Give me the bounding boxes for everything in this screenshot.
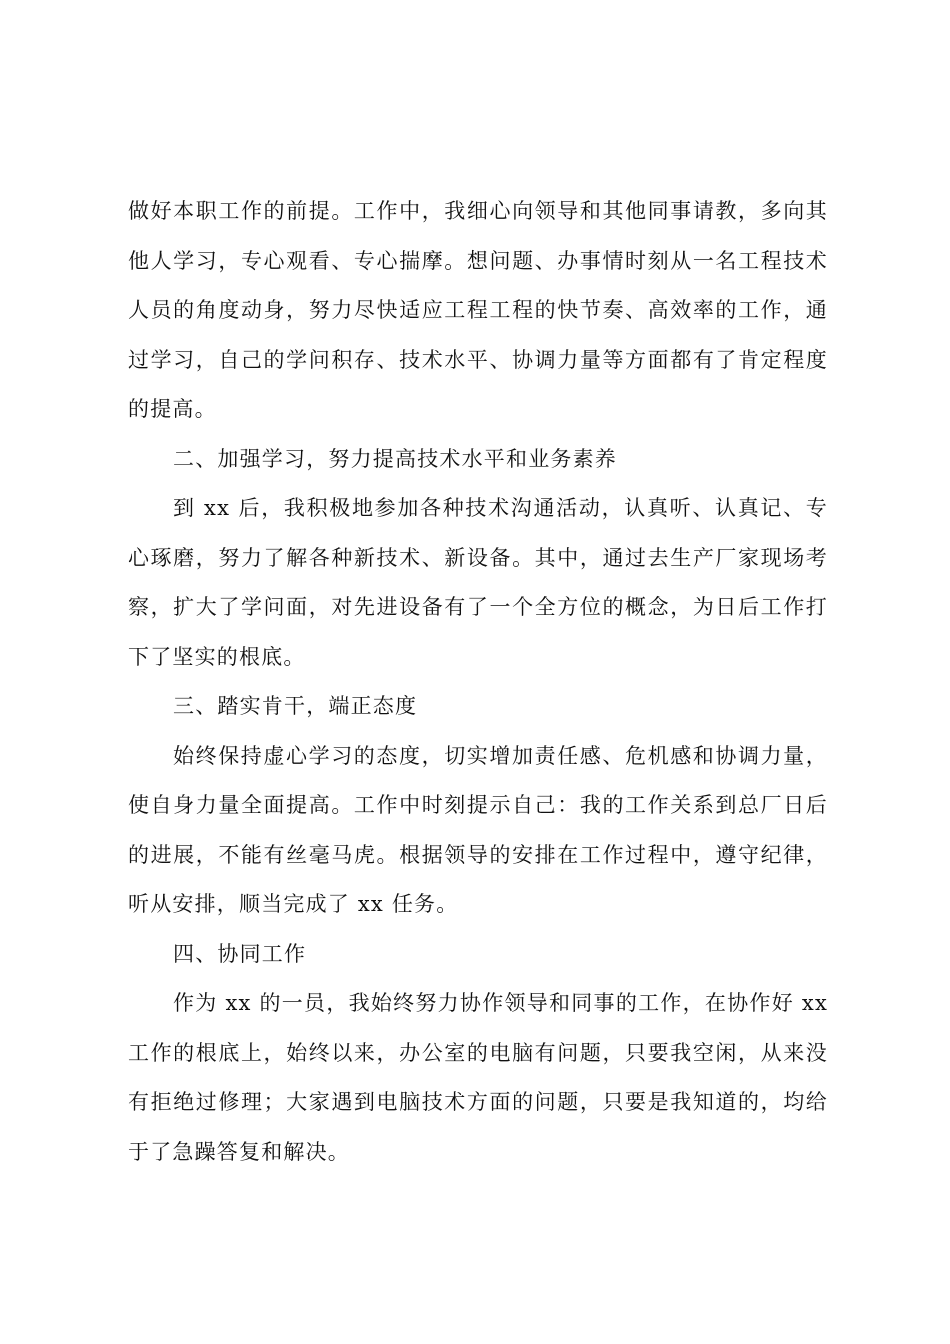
- document-body: [128, 187, 828, 1177]
- body-paragraph-3: 始终保持虚心学习的态度，切实增加责任感、危机感和协调力量，使自身力量全面提高。工作中时刻提示自己：我的工作关系到总厂日后的进展，不能有丝毫马虎。根据领导的安排在工作过程中，遵守纪律，听从安排，顺当完成了 xx 任务。: [128, 743, 828, 916]
- section-heading-3: 三、踏实肯干，端正态度: [173, 694, 418, 718]
- section-heading-2: 二、加强学习，努力提高技术水平和业务素养: [173, 446, 617, 471]
- body-paragraph-2: 到 xx 后，我积极地参加各种技术沟通活动，认真听、认真记、专心琢磨，努力了解各种新技术、新设备。其中，通过去生产厂家现场考察，扩大了学问面，对先进设备有了一个全方位的概念，为日后工作打下了坚实的根底。: [128, 496, 828, 669]
- section-heading-4: 四、协同工作: [173, 941, 307, 966]
- body-paragraph-1: 做好本职工作的前提。工作中，我细心向领导和其他同事请教，多向其他人学习，专心观看、专心揣摩。想问题、办事情时刻从一名工程技术人员的角度动身，努力尽快适应工程工程的快节奏、高效率的工作，通过学习，自己的学问积存、技术水平、协调力量等方面都有了肯定程度的提高。: [128, 199, 828, 421]
- body-paragraph-4: 作为 xx 的一员，我始终努力协作领导和同事的工作，在协作好 xx 工作的根底上，始终以来，办公室的电脑有问题，只要我空闲，从来没有拒绝过修理；大家遇到电脑技术方面的问题，只要是我知道的，均给于了急躁答复和解决。: [128, 991, 828, 1164]
